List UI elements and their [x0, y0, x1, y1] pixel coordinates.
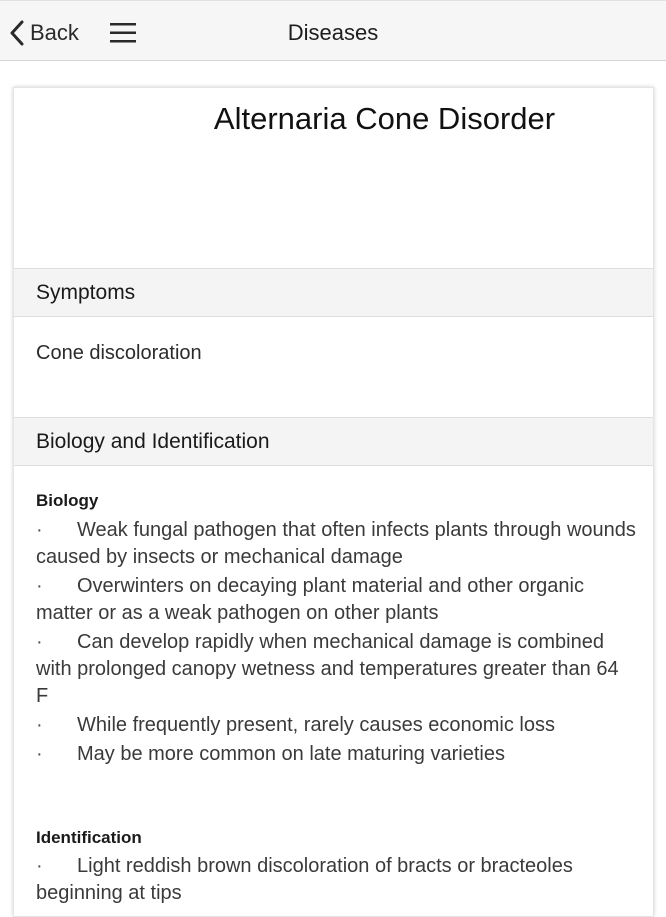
symptoms-text: Cone discoloration	[36, 342, 202, 364]
identification-list	[36, 853, 636, 909]
symptoms-section-header: Symptoms	[14, 268, 653, 317]
bullet: ·	[36, 519, 43, 541]
biology-list	[36, 517, 636, 770]
identification-subheading: Identification	[36, 828, 142, 847]
bullet: ·	[36, 743, 43, 765]
page-title: Diseases	[287, 20, 379, 45]
back-button-label: Back	[30, 20, 79, 45]
list-item: · Can develop rapidly when mechanical damage is combined with prolonged canopy wetness and temperatures greater than 64 F	[36, 631, 619, 707]
top-navigation-bar	[0, 0, 666, 61]
bullet: ·	[36, 714, 43, 736]
disease-title: Alternaria Cone Disorder	[213, 101, 556, 136]
list-item: · Light reddish brown discoloration of bracts or bracteoles beginning at tips	[36, 855, 573, 904]
biology-subheading: Biology	[36, 491, 99, 510]
bullet: ·	[36, 631, 43, 653]
list-item: · While frequently present, rarely causes economic loss	[36, 712, 636, 739]
disease-detail-card	[13, 87, 654, 917]
list-item: · Overwinters on decaying plant material and other organic matter or as a weak pathogen on other plants	[36, 575, 584, 624]
bullet: ·	[36, 855, 43, 877]
list-item: · May be more common on late maturing varieties	[36, 741, 636, 768]
bullet: ·	[36, 575, 43, 597]
list-item: · Weak fungal pathogen that often infects plants through wounds caused by insects or mechanical damage	[36, 519, 636, 568]
biology-identification-section-header: Biology and Identification	[14, 417, 653, 466]
